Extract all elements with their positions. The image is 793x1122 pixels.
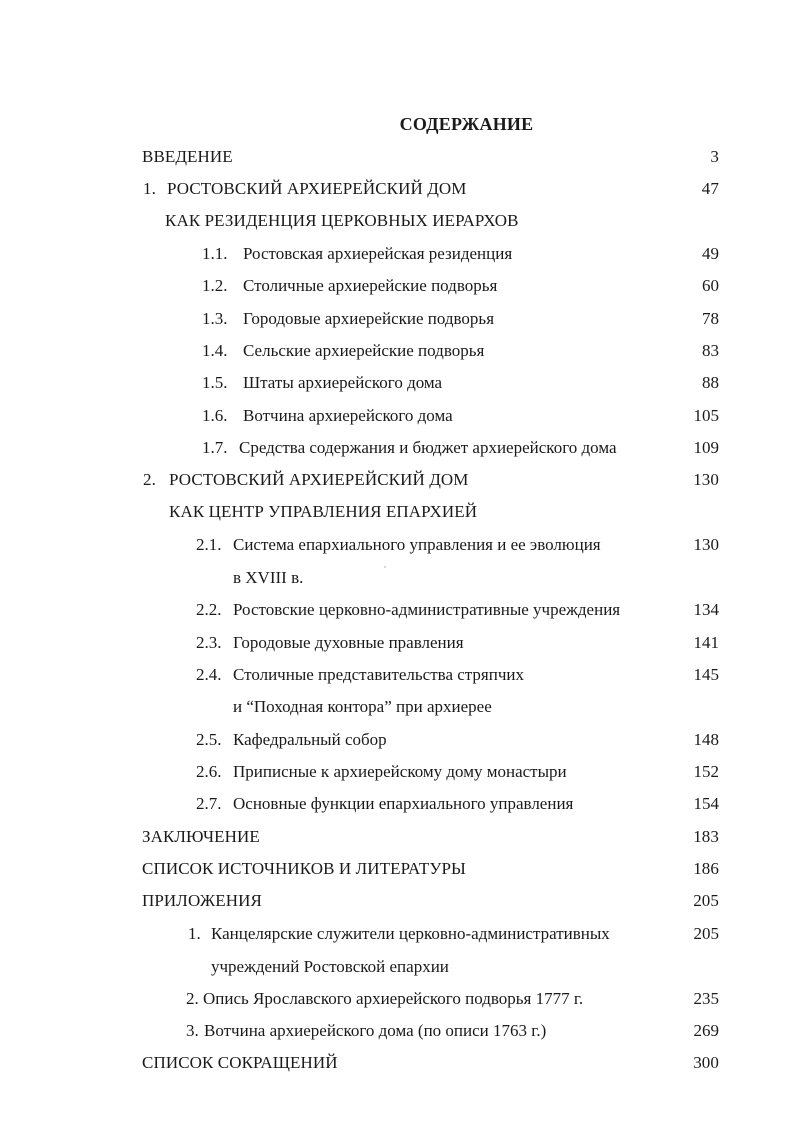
toc-entry-page-number: 145 [693,665,719,684]
toc-entry-title: СПИСОК ИСТОЧНИКОВ И ЛИТЕРАТУРЫ [142,859,466,878]
toc-entry-title: КАК РЕЗИДЕНЦИЯ ЦЕРКОВНЫХ ИЕРАРХОВ [165,211,519,230]
toc-entry-title: Городовые архиерейские подворья [243,309,495,328]
toc-entry-page-number: 130 [693,535,719,554]
toc-entry [0,499,719,525]
toc-entry-page-number: 105 [693,406,719,425]
toc-entry [0,986,719,1012]
toc-entry-title: Вотчина архиерейского дома [243,406,453,425]
toc-entry-title: Штаты архиерейского дома [243,373,443,392]
toc-entry-number: 2.3. [196,633,222,652]
toc-entry-title: в XVIII в. [233,568,304,587]
toc-entry-title: Опись Ярославского архиерейского подворья 1777 г. [203,989,584,1008]
toc-entry-page-number: 269 [693,1021,719,1040]
toc-entry-number: 1. [188,924,201,943]
toc-entry-page-number: 205 [693,924,719,943]
toc-entry [0,467,719,493]
toc-entry-title: ПРИЛОЖЕНИЯ [142,891,262,910]
toc-entry-title: РОСТОВСКИЙ АРХИЕРЕЙСКИЙ ДОМ [167,179,467,198]
toc-entry [0,791,719,817]
toc-entry-page-number: 60 [702,276,719,295]
page-title: СОДЕРЖАНИЕ [399,114,534,134]
toc-entry-title: Городовые духовные правления [233,633,464,652]
toc-entry-title: Сельские архиерейские подворья [243,341,485,360]
toc-entry-number: 2.1. [196,535,222,554]
toc-entry-page-number: 109 [693,438,719,457]
toc-entry [0,727,719,753]
toc-entry [0,144,719,170]
toc-entry [0,306,719,332]
toc-entry-title: учреждений Ростовской епархии [211,957,449,976]
toc-entry [0,856,719,882]
toc-entry-title: Вотчина архиерейского дома (по описи 1763 г.) [204,1021,547,1040]
toc-entry [0,759,719,785]
toc-entry [0,824,719,850]
toc-entry-page-number: 183 [693,827,719,846]
toc-entry-number: 2.2. [196,600,222,619]
toc-entry-number: 2. [186,989,199,1008]
toc-entry-number: 1.3. [202,309,228,328]
toc-entry [0,370,719,396]
toc-entry-page-number: 235 [693,989,719,1008]
toc-entry-number: 2.7. [196,794,222,813]
toc-entry-number: 2. [143,470,156,489]
toc-entry-title: Столичные представительства стряпчих [233,665,524,684]
toc-entry-number: 1. [143,179,156,198]
toc-entry-title: Ростовская архиерейская резиденция [243,244,513,263]
toc-entry-number: 1.1. [202,244,228,263]
toc-entry-number: 2.5. [196,730,222,749]
toc-entry [0,338,719,364]
toc-entry [0,403,719,429]
toc-entry-title: Приписные к архиерейскому дому монастыри [233,762,567,781]
toc-entry-number: 2.4. [196,665,222,684]
toc-entry [0,435,719,461]
toc-entry-number: 1.6. [202,406,228,425]
toc-entry [0,662,719,688]
toc-entry-title: Ростовские церковно-административные учреждения [233,600,621,619]
toc-entry [0,208,719,234]
toc-entry [0,273,719,299]
toc-entry-title: СПИСОК СОКРАЩЕНИЙ [142,1053,338,1072]
toc-entry-number: 1.5. [202,373,228,392]
scan-speck [384,566,386,568]
toc-entry [0,694,719,720]
toc-entry [0,565,719,591]
toc-entry [0,954,719,980]
toc-entry-page-number: 134 [693,600,719,619]
toc-entry-title: Столичные архиерейские подворья [243,276,498,295]
toc-entry-number: 3. [186,1021,199,1040]
toc-entry-title: Основные функции епархиального управления [233,794,574,813]
toc-entry-title: РОСТОВСКИЙ АРХИЕРЕЙСКИЙ ДОМ [169,470,469,489]
toc-entry-page-number: 154 [693,794,719,813]
toc-entry-page-number: 47 [701,179,719,198]
toc-entry-page-number: 88 [702,373,719,392]
toc-entry [0,1018,719,1044]
toc-entry [0,597,719,623]
toc-entry-page-number: 49 [702,244,719,263]
toc-entry [0,176,719,202]
toc-entry-number: 1.2. [202,276,228,295]
toc-entry [0,532,719,558]
toc-entry [0,630,719,656]
toc-entry-page-number: 205 [693,891,719,910]
toc-entry-title: Канцелярские служители церковно-административных [211,924,610,943]
toc-entry-title: Система епархиального управления и ее эволюция [233,535,601,554]
toc-entry-number: 1.4. [202,341,228,360]
toc-entry-title: Кафедральный собор [233,730,387,749]
toc-entry-title: ЗАКЛЮЧЕНИЕ [142,827,260,846]
toc-entry-page-number: 152 [693,762,719,781]
toc-entry [0,241,719,267]
toc-entry-page-number: 3 [710,147,719,166]
toc-entry-title: КАК ЦЕНТР УПРАВЛЕНИЯ ЕПАРХИЕЙ [169,502,478,521]
toc-entry-page-number: 300 [693,1053,719,1072]
toc-entry-title: и “Походная контора” при архиерее [233,697,492,716]
toc-entry [0,921,719,947]
toc-entry-page-number: 148 [693,730,719,749]
toc-entry-page-number: 141 [693,633,719,652]
toc-entry-page-number: 186 [693,859,719,878]
toc-entry [0,888,719,914]
toc-entry-page-number: 83 [702,341,719,360]
toc-entry-title: Средства содержания и бюджет архиерейского дома [239,438,617,457]
toc-entry-number: 2.6. [196,762,222,781]
toc-entry-title: ВВЕДЕНИЕ [142,147,233,166]
toc-entry-page-number: 130 [693,470,719,489]
toc-entry [0,1050,719,1076]
toc-entry-number: 1.7. [202,438,228,457]
toc-entry-page-number: 78 [702,309,719,328]
